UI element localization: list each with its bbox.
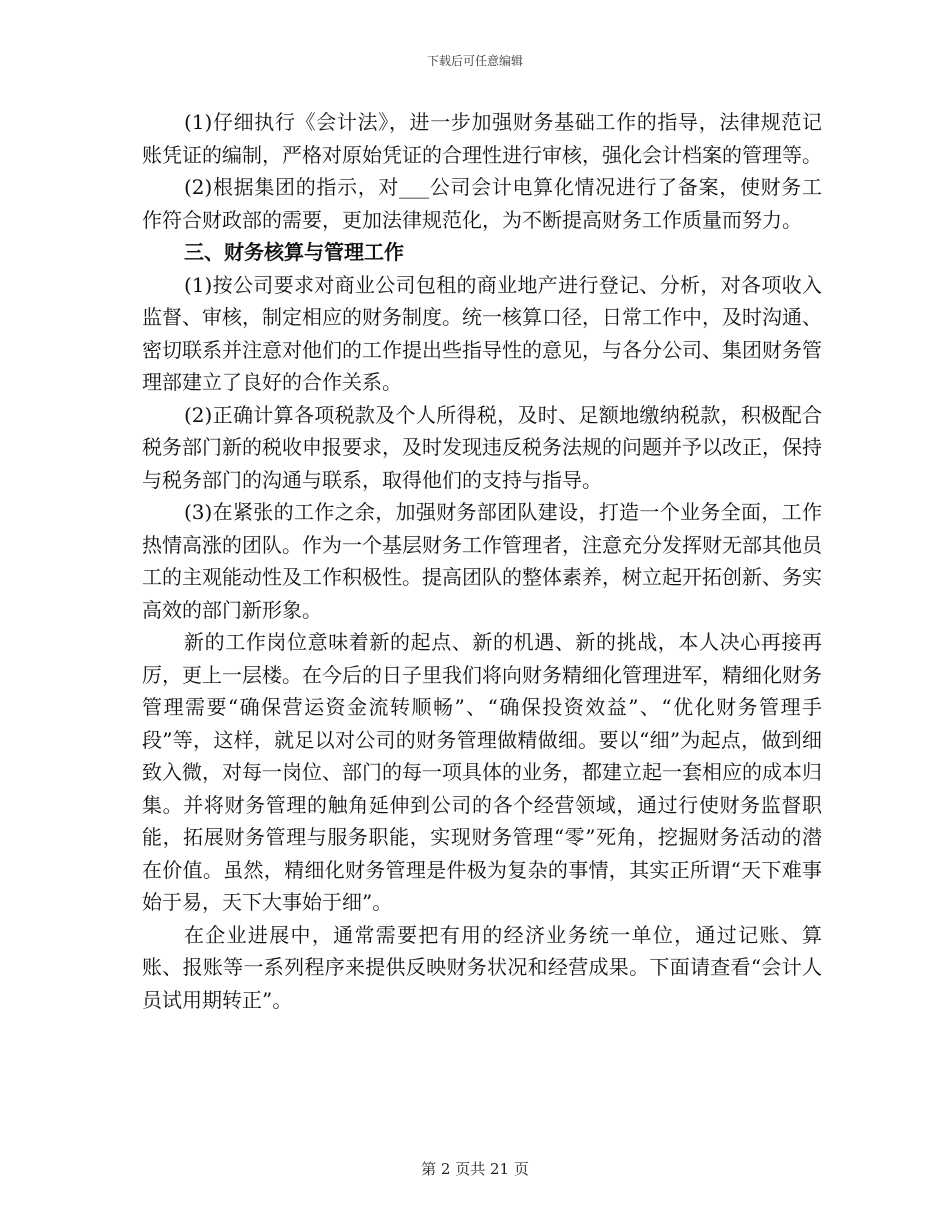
paragraph-computerized-accounting: (2)根据集团的指示，对___公司会计电算化情况进行了备案，使财务工作符合财政部的需要，更加法律规范化，为不断提高财务工作质量而努力。 bbox=[142, 175, 822, 232]
paragraph-refined-management: 新的工作岗位意味着新的起点、新的机遇、新的挑战，本人决心再接再厉，更上一层楼。在今后的日子里我们将向财务精细化管理进军，精细化财务管理需要“确保营运资金流转顺畅”、“确保投资效益”、“优化财务管理手段”等，这样，就足以对公司的财务管理做精做细。要以“细”为起点，做到细致入微，对每一岗位、部门的每一项具体的业务，都建立起一套相应的成本归集。并将财务管理的触角延伸到公司的各个经营领域，通过行使财务监督职能，拓展财务管理与服务职能，实现财务管理“零”死角，挖掘财务活动的潜在价值。虽然，精细化财务管理是件极为复杂的事情，其实正所谓“天下难事始于易，天下大事始于细”。 bbox=[142, 630, 822, 914]
page-header: 下载后可任意编辑 bbox=[426, 54, 523, 68]
paragraph-accounting-law: (1)仔细执行《会计法》，进一步加强财务基础工作的指导，法律规范记账凭证的编制，严格对原始凭证的合理性进行审核，强化会计档案的管理等。 bbox=[142, 110, 822, 167]
section-heading: 三、财务核算与管理工作 bbox=[184, 240, 404, 264]
page-number: 第 2 页共 21 页 bbox=[421, 1160, 529, 1178]
paragraph-tax: (2)正确计算各项税款及个人所得税，及时、足额地缴纳税款，积极配合税务部门新的税收申报要求，及时发现违反税务法规的问题并予以改正，保持与税务部门的沟通与联系，取得他们的支持与指导。 bbox=[142, 402, 822, 492]
paragraph-closing: 在企业进展中，通常需要把有用的经济业务统一单位，通过记账、算账、报账等一系列程序来提供反映财务状况和经营成果。下面请查看“会计人员试用期转正”。 bbox=[142, 922, 822, 1012]
paragraph-team-building: (3)在紧张的工作之余，加强财务部团队建设，打造一个业务全面，工作热情高涨的团队。作为一个基层财务工作管理者，注意充分发挥财无部其他员工的主观能动性及工作积极性。提高团队的整体素养，树立起开拓创新、务实高效的部门新形象。 bbox=[142, 500, 822, 622]
document-body bbox=[142, 106, 822, 1016]
paragraph-commercial-property: (1)按公司要求对商业公司包租的商业地产进行登记、分析，对各项收入监督、审核，制定相应的财务制度。统一核算口径，日常工作中，及时沟通、密切联系并注意对他们的工作提出些指导性的意见，与各分公司、集团财务管理部建立了良好的合作关系。 bbox=[142, 272, 822, 394]
